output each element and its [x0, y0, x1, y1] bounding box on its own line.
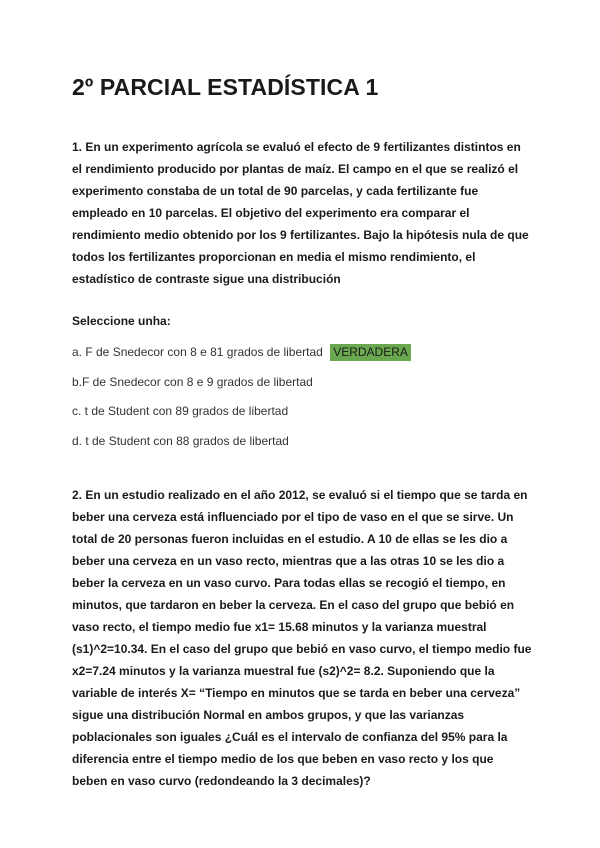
option-d-label: d. t de Student con 88 grados de libertad: [72, 434, 289, 449]
question-2-text: 2. En un estudio realizado en el año 2012, se evaluó si el tiempo que se tarda en beber una cerveza está influenciado por el tipo de vaso en el que se sirve. Un total de 20 personas fueron incluidas en el estudio. A 10 de ellas se les dio a beber una cerveza en un vaso recto, mientras que a las otras 10 se les dio a beber la cerveza en un vaso curvo. Para todas ellas se recogió el tiempo, en minutos, que tardaron en beber la cerveza. En el caso del grupo que bebió en vaso recto, el tiempo medio fue x1= 15.68 minutos y la varianza muestral (s1)^2=10.34. En el caso del grupo que bebió en vaso curvo, el tiempo medio fue x2=7.24 minutos y la varianza muestral fue (s2)^2= 8.2. Suponiendo que la variable de interés X= “Tiempo en minutos que se tarda en beber una cerveza” sigue una distribución Normal en ambos grupos, y que las varianzas poblacionales son iguales ¿Cuál es el intervalo de confianza del 95% para la diferencia entre el tiempo medio de los que beben en vaso recto y los que beben en vaso curvo (redondeando la 3 decimales)?: [72, 488, 532, 788]
option-a: [72, 341, 411, 371]
page-title: 2º PARCIAL ESTADÍSTICA 1: [72, 74, 379, 100]
answer-options: [72, 341, 411, 460]
option-a-label: a. F de Snedecor con 8 e 81 grados de libertad: [72, 345, 323, 359]
option-c-label: c. t de Student con 89 grados de libertad: [72, 404, 289, 419]
option-c: [72, 400, 411, 430]
option-b: [72, 371, 411, 401]
option-d: [72, 430, 411, 460]
option-b-label: b.F de Snedecor con 8 e 9 grados de libertad: [72, 374, 313, 389]
correct-answer-badge: VERDADERA: [330, 344, 411, 361]
question-1-text: 1. En un experimento agrícola se evaluó el efecto de 9 fertilizantes distintos en el rendimiento producido por plantas de maíz. El campo en el que se realizó el experimento constaba de un total de 90 parcelas, y cada fertilizante fue empleado en 10 parcelas. El objetivo del experimento era comparar el rendimiento medio obtenido por los 9 fertilizantes. Bajo la hipótesis nula de que todos los fertilizantes proporcionan en media el mismo rendimiento, el estadístico de contraste sigue una distribución: [72, 140, 529, 286]
select-prompt: Seleccione unha:: [72, 314, 171, 328]
